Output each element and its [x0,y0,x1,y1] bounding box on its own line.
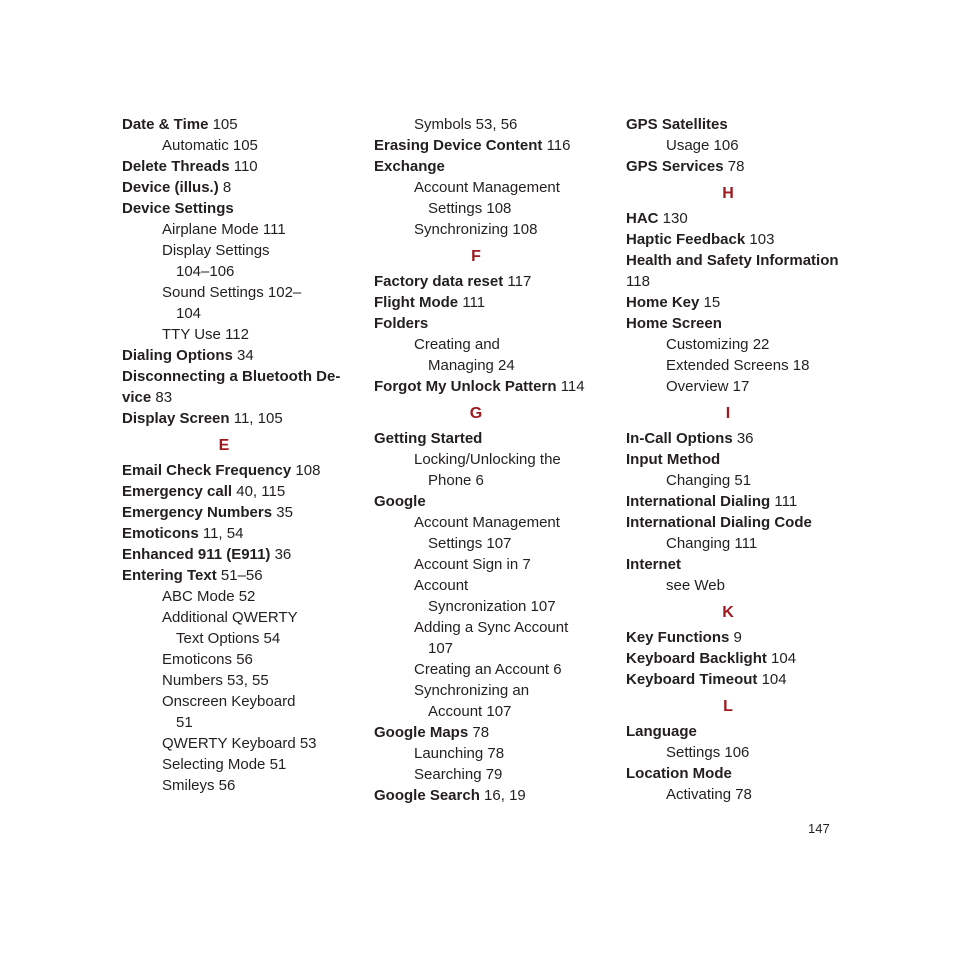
entry-term: Delete Threads [122,158,230,175]
index-entry [626,627,858,648]
section-letter: I [725,405,731,422]
entry-pages: 104 [761,671,787,688]
index-entry [626,208,858,229]
entry-pages: 8 [222,179,232,196]
index-column-1 [122,114,354,796]
entry-term: Factory data reset [374,273,504,290]
index-subentry: QWERTY Keyboard 53 [162,735,317,752]
index-entry [374,271,606,292]
entry-term: Location Mode [626,765,732,782]
entry-pages: 11, 105 [233,410,283,427]
index-entry [122,523,354,544]
index-subentry-continued: Settings 108 [428,200,512,217]
entry-term: In-Call Options [626,430,733,447]
entry-pages: 108 [295,462,321,479]
index-entry [374,156,606,177]
index-subentry: Selecting Mode 51 [162,756,287,773]
entry-continued-pages: 118 [626,273,650,290]
index-subentry: Smileys 56 [162,777,236,794]
index-entry [626,156,858,177]
entry-pages: 78 [472,724,490,741]
index-subentry-continued: Phone 6 [428,472,484,489]
index-entry [626,250,858,271]
entry-term: vice [122,389,152,406]
index-subentry: Launching 78 [414,745,505,762]
section-letter: E [218,437,230,454]
index-subentry-continued: 51 [176,714,193,731]
index-entry [374,428,606,449]
section-letter: H [722,185,734,202]
index-subentry: Extended Screens 18 [666,357,810,374]
entry-pages: 111 [774,493,798,510]
entry-term: Input Method [626,451,721,468]
entry-term: Emergency call [122,483,233,500]
entry-pages: 104 [771,650,797,667]
entry-term: Device Settings [122,200,234,217]
entry-pages: 16, 19 [484,787,526,804]
index-entry [626,648,858,669]
index-entry [122,408,354,429]
entry-pages: 111 [462,294,486,311]
index-subentry: ABC Mode 52 [162,588,256,605]
entry-term: Email Check Frequency [122,462,292,479]
index-entry [626,721,858,742]
index-subentry: Account Management [414,179,560,196]
index-subentry: see Web [666,577,725,594]
index-entry [374,376,606,397]
entry-pages: 34 [237,347,254,364]
entry-term: Disconnecting a Bluetooth De- [122,368,341,385]
index-subentry-continued: Managing 24 [428,357,515,374]
index-entry [122,198,354,219]
index-subentry: Account Sign in 7 [414,556,531,573]
index-subentry: Usage 106 [666,137,739,154]
index-subentry: TTY Use 112 [162,326,249,343]
index-subentry: Sound Settings 102– [162,284,302,301]
index-subentry: Symbols 53, 56 [414,116,518,133]
entry-pages: 130 [662,210,688,227]
entry-term: Flight Mode [374,294,459,311]
index-subentry: Customizing 22 [666,336,770,353]
entry-term: HAC [626,210,659,227]
index-subentry: Display Settings [162,242,270,259]
entry-term: Forgot My Unlock Pattern [374,378,557,395]
index-entry [374,292,606,313]
entry-pages: 117 [507,273,532,290]
index-entry [374,722,606,743]
index-subentry: Activating 78 [666,786,752,803]
entry-pages: 36 [274,546,292,563]
index-subentry: Overview 17 [666,378,750,395]
entry-term: Haptic Feedback [626,231,746,248]
entry-term: Google Search [374,787,480,804]
index-subentry-continued: Text Options 54 [176,630,281,647]
index-entry [122,114,354,135]
index-subentry: Adding a Sync Account [414,619,569,636]
index-subentry: Changing 111 [666,535,758,552]
section-letter: F [471,248,481,265]
entry-term: Internet [626,556,682,573]
entry-term: Entering Text [122,567,217,584]
entry-term: Enhanced 911 (E911) [122,546,271,563]
index-column-2 [374,114,606,806]
entry-term: Keyboard Backlight [626,650,767,667]
index-subentry: Onscreen Keyboard [162,693,296,710]
index-subentry: Settings 106 [666,744,750,761]
index-entry [626,491,858,512]
index-subentry-continued: 104–106 [176,263,235,280]
index-entry [626,229,858,250]
index-entry [626,554,858,575]
index-entry [626,669,858,690]
index-subentry-continued: Settings 107 [428,535,512,552]
entry-pages: 105 [212,116,238,133]
entry-term: Getting Started [374,430,483,447]
index-entry [626,512,858,533]
index-entry [122,156,354,177]
index-subentry: Searching 79 [414,766,503,783]
index-entry [374,491,606,512]
index-entry [122,544,354,565]
entry-term: Erasing Device Content [374,137,543,154]
entry-term: Date & Time [122,116,209,133]
index-subentry: Account [414,577,469,594]
entry-term: GPS Satellites [626,116,728,133]
index-entry [626,114,858,135]
entry-term: International Dialing [626,493,771,510]
entry-term: Folders [374,315,429,332]
index-entry [122,565,354,586]
index-entry [122,460,354,481]
index-subentry: Airplane Mode 111 [162,221,286,238]
entry-term: Display Screen [122,410,230,427]
entry-pages: 51–56 [220,567,263,584]
entry-pages: 35 [276,504,293,521]
entry-pages: 83 [155,389,173,406]
entry-term: Keyboard Timeout [626,671,758,688]
index-entry [626,313,858,334]
entry-term: International Dialing Code [626,514,812,531]
entry-term: Google [374,493,426,510]
entry-pages: 110 [233,158,258,175]
index-subentry-continued: Syncronization 107 [428,598,556,615]
entry-term: Device (illus.) [122,179,219,196]
index-entry [626,428,858,449]
index-subentry: Creating and [414,336,500,353]
index-subentry: Automatic 105 [162,137,258,154]
index-subentry: Account Management [414,514,560,531]
entry-term: Emoticons [122,525,199,542]
entry-pages: 15 [703,294,721,311]
index-entry [626,292,858,313]
index-subentry-continued: 107 [428,640,454,657]
index-subentry-continued: Account 107 [428,703,512,720]
index-entry [122,366,354,387]
entry-term: Health and Safety Information [626,252,839,269]
entry-term: Home Key [626,294,700,311]
section-letter: L [723,698,733,715]
index-entry [626,763,858,784]
entry-pages: 103 [749,231,775,248]
index-subentry: Synchronizing 108 [414,221,538,238]
index-subentry-continued: 104 [176,305,202,322]
entry-pages: 114 [560,378,585,395]
index-column-3 [626,114,858,805]
entry-pages: 9 [733,629,742,646]
entry-pages: 11, 54 [202,525,244,542]
entry-pages: 116 [546,137,571,154]
entry-pages: 36 [736,430,754,447]
index-entry [374,785,606,806]
section-letter: K [722,604,734,621]
index-entry [122,177,354,198]
index-subentry: Numbers 53, 55 [162,672,269,689]
index-subentry: Creating an Account 6 [414,661,562,678]
entry-term: Language [626,723,697,740]
index-subentry: Synchronizing an [414,682,530,699]
index-entry [374,135,606,156]
index-subentry: Emoticons 56 [162,651,253,668]
index-subentry: Locking/Unlocking the [414,451,561,468]
entry-pages: 78 [727,158,745,175]
index-subentry: Additional QWERTY [162,609,298,626]
entry-term: Dialing Options [122,347,233,364]
entry-term: Google Maps [374,724,469,741]
entry-term: Home Screen [626,315,722,332]
entry-term: Key Functions [626,629,730,646]
index-entry [122,481,354,502]
index-entry [122,345,354,366]
index-entry [122,502,354,523]
index-entry [122,387,354,408]
section-letter: G [469,405,483,422]
index-entry [626,449,858,470]
index-subentry: Changing 51 [666,472,752,489]
index-entry [374,313,606,334]
entry-term: Emergency Numbers [122,504,273,521]
page-number: 147 [808,821,830,836]
entry-term: GPS Services [626,158,724,175]
entry-term: Exchange [374,158,445,175]
entry-pages: 40, 115 [236,483,286,500]
